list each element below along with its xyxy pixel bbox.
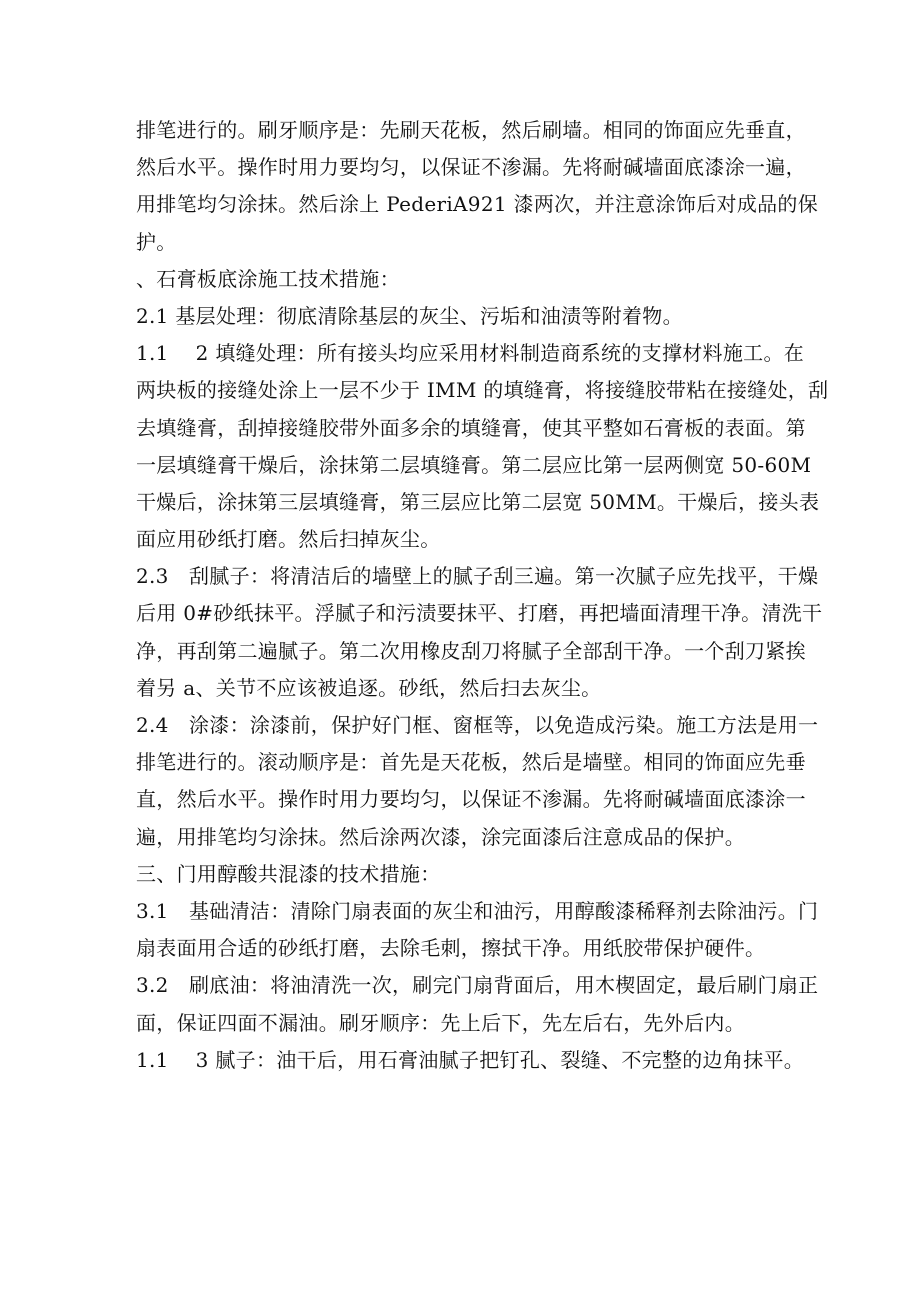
text-line: 排笔进行的。刷牙顺序是：先刷天花板，然后刷墙。相同的饰面应先垂直， (136, 118, 806, 142)
text-line: 2.1 基层处理：彻底清除基层的灰尘、污垢和油渍等附着物。 (136, 303, 683, 328)
text-line: 面应用砂纸打磨。然后扫掉灰尘。 (136, 527, 441, 552)
text-line: 排笔进行的。滚动顺序是：首先是天花板，然后是墙壁。相同的饰面应先垂 (136, 750, 806, 775)
text-line: 然后水平。操作时用力要均匀，以保证不渗漏。先将耐碱墙面底漆涂一遍， (136, 155, 806, 180)
text-line: 1.1 2 填缝处理：所有接头均应采用材料制造商系统的支撑材料施工。在 (136, 341, 805, 366)
text-line: 一层填缝膏干燥后，涂抹第二层填缝膏。第二层应比第一层两侧宽 50-60M (136, 452, 812, 477)
text-line: 去填缝膏，刮掉接缝胶带外面多余的填缝膏，使其平整如石膏板的表面。第 (136, 415, 806, 440)
section-heading: 、石膏板底涂施工技术措施： (136, 266, 400, 291)
text-line: 护。 (136, 229, 177, 254)
text-line: 两块板的接缝处涂上一层不少于 IMM 的填缝膏，将接缝胶带粘在接缝处，刮 (136, 378, 829, 403)
text-line: 遍，用排笔均匀涂抹。然后涂两次漆，涂完面漆后注意成品的保护。 (136, 824, 745, 849)
text-line: 2.4 涂漆：涂漆前，保护好门框、窗框等，以免造成污染。施工方法是用一 (136, 713, 819, 737)
text-line: 2.3 刮腻子：将清洁后的墙壁上的腻子刮三遍。第一次腻子应先找平，干燥 (136, 564, 819, 589)
section-heading: 三、门用醇酸共混漆的技术措施： (136, 861, 441, 886)
text-line: 后用 0#砂纸抹平。浮腻子和污渍要抹平、打磨，再把墙面清理干净。清洗干 (136, 601, 823, 626)
text-line: 直，然后水平。操作时用力要均匀，以保证不渗漏。先将耐碱墙面底漆涂一 (136, 787, 806, 812)
text-line: 着另 a、关节不应该被追逐。砂纸，然后扫去灰尘。 (136, 675, 602, 700)
text-line: 干燥后，涂抹第三层填缝膏，第三层应比第二层宽 50MM。干燥后，接头表 (136, 489, 820, 514)
text-line: 1.1 3 腻子：油干后，用石膏油腻子把钉孔、裂缝、不完整的边角抹平。 (136, 1047, 805, 1072)
text-line: 3.2 刷底油：将油清洗一次，刷完门扇背面后，用木楔固定，最后刷门扇正 (136, 973, 819, 998)
text-line: 3.1 基础清洁：清除门扇表面的灰尘和油污，用醇酸漆稀释剂去除油污。门 (136, 898, 819, 923)
document-body (136, 112, 829, 1079)
text-line: 扇表面用合适的砂纸打磨，去除毛刺，擦拭干净。用纸胶带保护硬件。 (136, 936, 766, 961)
text-line: 用排笔均匀涂抹。然后涂上 PederiA921 漆两次，并注意涂饰后对成品的保 (136, 192, 819, 217)
text-line: 净，再刮第二遍腻子。第二次用橡皮刮刀将腻子全部刮干净。一个刮刀紧挨 (136, 638, 806, 663)
text-line: 面，保证四面不漏油。刷牙顺序：先上后下，先左后右，先外后内。 (136, 1010, 745, 1035)
